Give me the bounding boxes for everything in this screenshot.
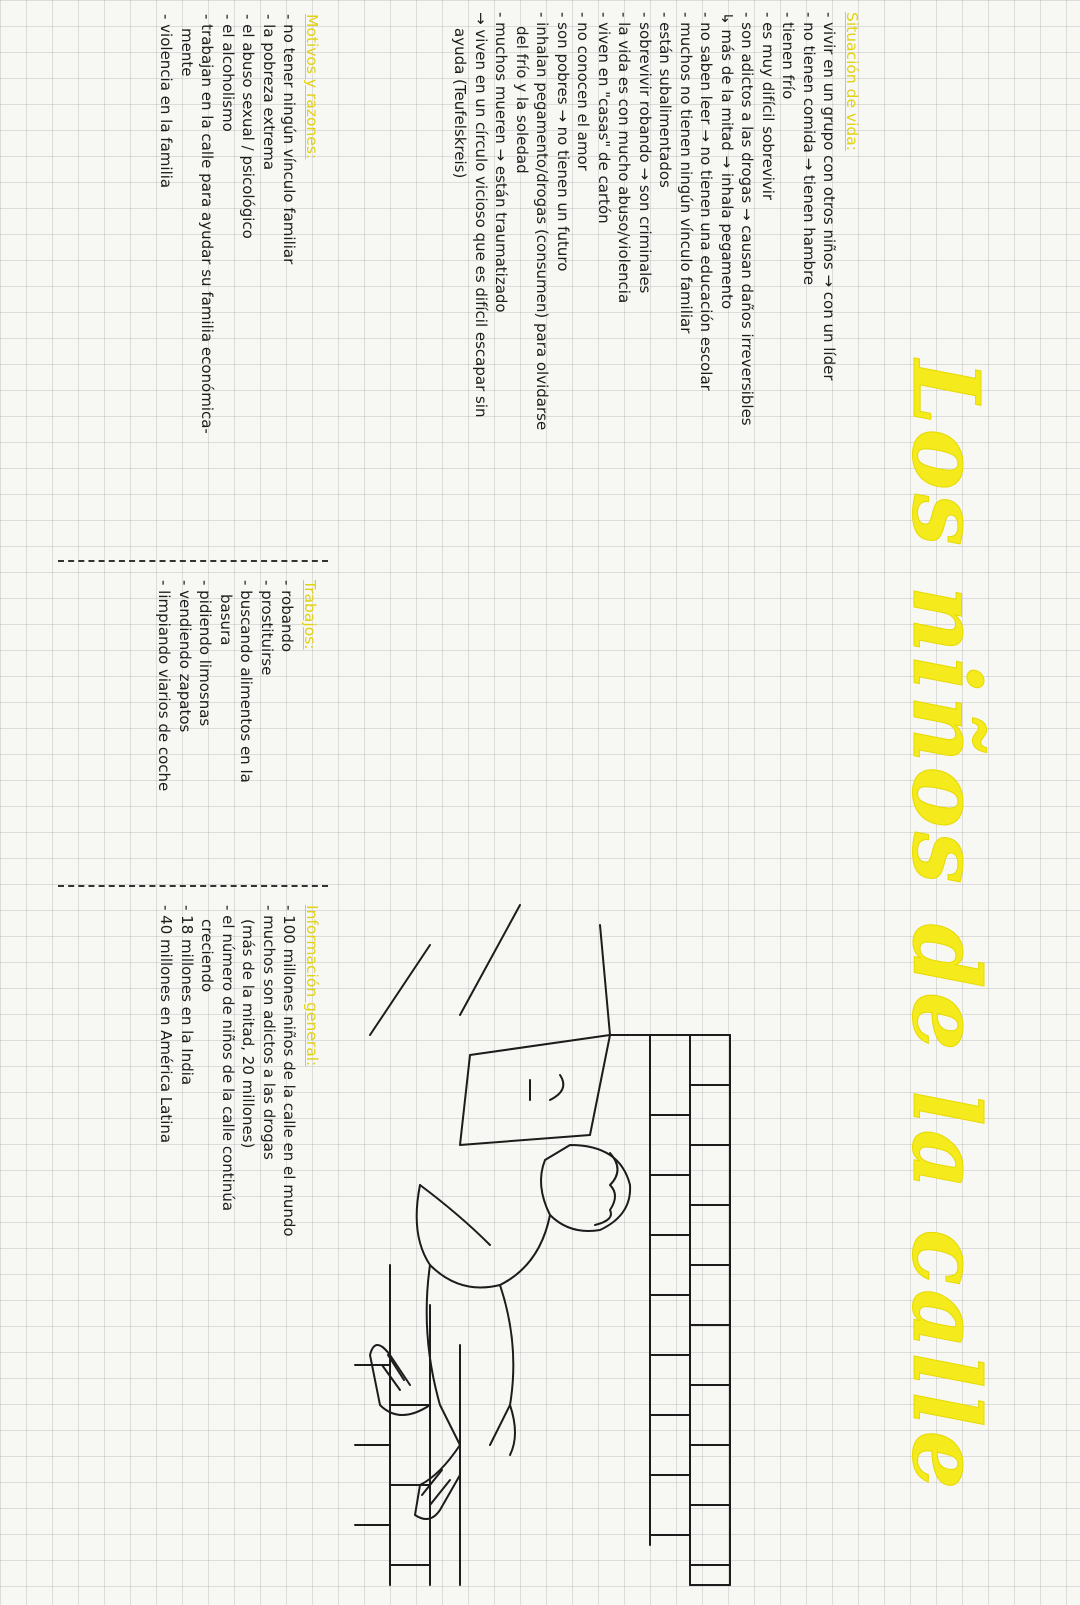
section-trabajos xyxy=(154,580,320,910)
list-item: - son adictos a las drogas → causan daños irreversibles xyxy=(738,12,757,426)
list-item: - trabajan en la calle para ayudar su familia económica- xyxy=(198,14,217,434)
list-item: - limpiando viarios de coche xyxy=(155,580,174,792)
list-item: - la pobreza extrema xyxy=(260,14,278,171)
list-item: - violencia en la familia xyxy=(157,14,176,189)
dashed-divider xyxy=(58,885,328,887)
list-item: - sobrevivir robando → son criminales xyxy=(636,12,654,294)
list-item: - es muy difícil sobrevivir xyxy=(759,12,777,201)
list-item: - 18 millones en la India xyxy=(178,905,196,1086)
list-item: - vivir en un grupo con otros niños → con un líder xyxy=(820,12,839,381)
list-item: - no saben leer → no tienen una educación escolar xyxy=(697,12,716,391)
list-item: - 100 millones niños de la calle en el mundo xyxy=(280,905,299,1237)
list-item: - 40 millones en América Latina xyxy=(157,905,176,1144)
section-heading: Trabajos: xyxy=(301,580,319,650)
list-item: - no tener ningún vínculo familiar xyxy=(280,14,299,265)
list-item: - viven en "casas" de cartón xyxy=(595,12,613,224)
list-item: - el número de niños de la calle continúa xyxy=(219,905,237,1212)
section-informacion-general xyxy=(156,905,322,1365)
list-item: - están subalimentados xyxy=(656,12,675,188)
list-item: - no conocen el amor xyxy=(574,12,593,171)
list-item: - muchos no tienen ningún vínculo familiar xyxy=(677,12,695,334)
list-item: - la vida es con mucho abuso/violencia xyxy=(615,12,634,304)
list-item: ↳ más de la mitad → inhala pegamento xyxy=(718,12,736,310)
list-item: - son pobres → no tienen un futuro xyxy=(554,12,572,272)
list-item: - vendiendo zapatos xyxy=(176,580,194,733)
page-title: Los niños de la calle xyxy=(892,360,1000,1494)
section-heading: Situación de vida: xyxy=(843,12,861,151)
section-motivos-y-razones xyxy=(156,14,322,534)
list-item: - el alcoholismo xyxy=(219,14,237,132)
list-item: - muchos mueren → están traumatizado xyxy=(492,12,511,313)
section-heading: Motivos y razones: xyxy=(303,14,321,160)
list-item: - pidiendo limosnas xyxy=(196,580,215,727)
list-item: creciendo xyxy=(198,919,217,993)
list-item: - inhalan pegamento/drogas (consumen) para olvidarse xyxy=(533,12,552,431)
list-item: - buscando alimentos en la xyxy=(237,580,256,783)
section-heading: Información general: xyxy=(303,905,321,1067)
list-item: - muchos son adictos a las drogas xyxy=(260,905,278,1160)
dashed-divider xyxy=(58,560,328,562)
list-item: del frío y la soledad xyxy=(513,26,531,174)
list-item: (más de la mitad, 20 millones) xyxy=(239,919,258,1149)
cardboard-box xyxy=(460,1035,610,1145)
list-item: - robando xyxy=(278,580,297,653)
list-item: - no tienen comida → tienen hambre xyxy=(800,12,818,286)
list-item: - tienen frío xyxy=(779,12,798,100)
street-child-illustration xyxy=(350,885,760,1605)
sitting-boy xyxy=(370,1145,630,1519)
list-item: ayuda (Teufelskreis) xyxy=(451,28,470,179)
list-item: basura xyxy=(217,594,235,646)
brick-wall xyxy=(610,1035,730,1585)
section-situacion-de-vida xyxy=(450,12,862,612)
list-item: mente xyxy=(178,28,196,77)
list-item: - el abuso sexual / psicológico xyxy=(239,14,258,239)
list-item: → viven en un círculo vicioso que es difícil escapar sin xyxy=(472,12,490,418)
street-paving xyxy=(355,905,610,1585)
list-item: - prostituirse xyxy=(258,580,276,676)
